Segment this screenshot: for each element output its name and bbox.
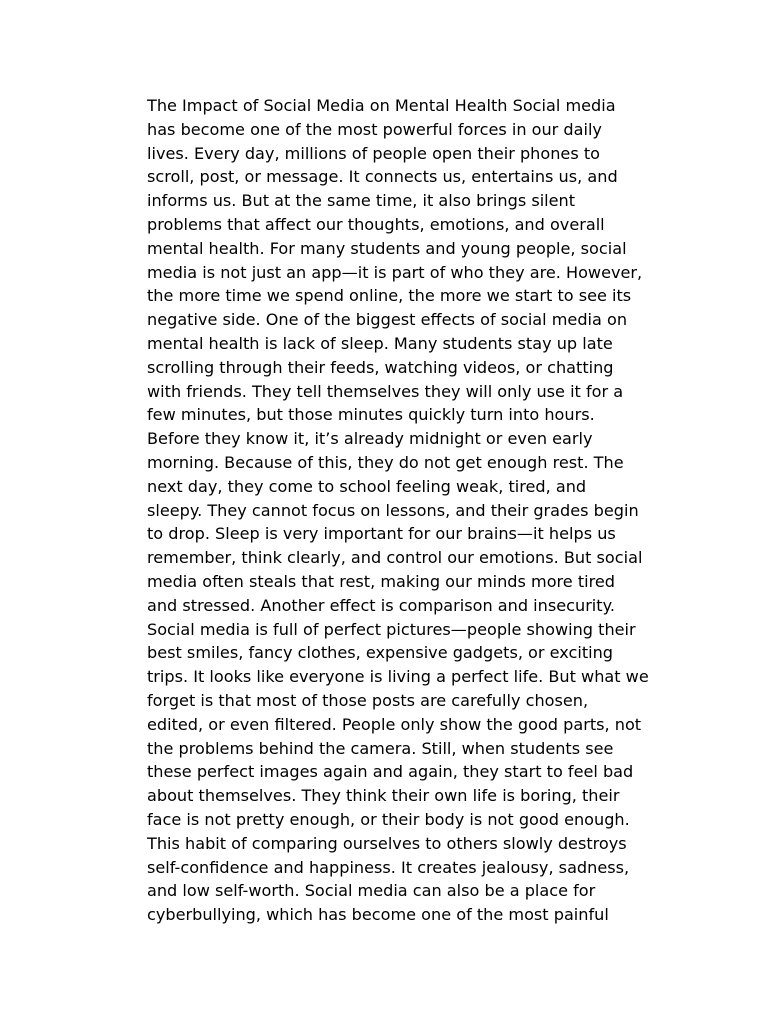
text-line: the problems behind the camera. Still, when students see [147, 738, 614, 758]
text-line: and stressed. Another effect is comparison and insecurity. [147, 595, 615, 615]
text-line: media often steals that rest, making our minds more tired [147, 571, 615, 591]
text-line: scrolling through their feeds, watching videos, or chatting [147, 357, 614, 377]
text-line: edited, or even filtered. People only show the good parts, not [147, 714, 642, 734]
text-line: face is not pretty enough, or their body is not good enough. [147, 809, 630, 829]
text-line: media is not just an app—it is part of who they are. However, [147, 262, 643, 282]
text-line: these perfect images again and again, they start to feel bad [147, 762, 634, 782]
text-line: The Impact of Social Media on Mental Health Social media [147, 96, 616, 115]
text-line: negative side. One of the biggest effects of social media on [147, 310, 628, 330]
text-line: best smiles, fancy clothes, expensive gadgets, or exciting [147, 643, 614, 663]
text-line: to drop. Sleep is very important for our brains—it helps us [147, 524, 616, 544]
text-line: sleepy. They cannot focus on lessons, and their grades begin [147, 500, 639, 520]
text-line: informs us. But at the same time, it also brings silent [147, 191, 576, 211]
text-line: about themselves. They think their own life is boring, their [147, 786, 620, 806]
text-line: trips. It looks like everyone is living a perfect life. But what we [147, 667, 649, 687]
text-line: Social media is full of perfect pictures—people showing their [147, 619, 636, 639]
text-line: mental health. For many students and young people, social [147, 238, 627, 258]
text-line: self-confidence and happiness. It creates jealousy, sadness, [147, 857, 630, 877]
text-line: lives. Every day, millions of people open their phones to [147, 143, 600, 163]
text-line: forget is that most of those posts are carefully chosen, [147, 690, 589, 710]
body-text [147, 94, 687, 927]
text-line: Before they know it, it’s already midnight or even early [147, 429, 593, 449]
text-line: the more time we spend online, the more we start to see its [147, 286, 632, 306]
text-line: mental health is lack of sleep. Many students stay up late [147, 333, 613, 353]
text-line: has become one of the most powerful forces in our daily [147, 119, 602, 139]
text-line: cyberbullying, which has become one of the most painful [147, 905, 609, 925]
text-line: next day, they come to school feeling weak, tired, and [147, 476, 587, 496]
text-line: few minutes, but those minutes quickly turn into hours. [147, 405, 595, 425]
text-line: remember, think clearly, and control our emotions. But social [147, 548, 643, 568]
text-line: scroll, post, or message. It connects us, entertains us, and [147, 167, 618, 187]
text-line: problems that affect our thoughts, emotions, and overall [147, 214, 605, 234]
text-line: This habit of comparing ourselves to others slowly destroys [147, 833, 627, 853]
text-line: and low self-worth. Social media can also be a place for [147, 881, 596, 901]
text-line: with friends. They tell themselves they will only use it for a [147, 381, 624, 401]
text-line: morning. Because of this, they do not get enough rest. The [147, 452, 624, 472]
